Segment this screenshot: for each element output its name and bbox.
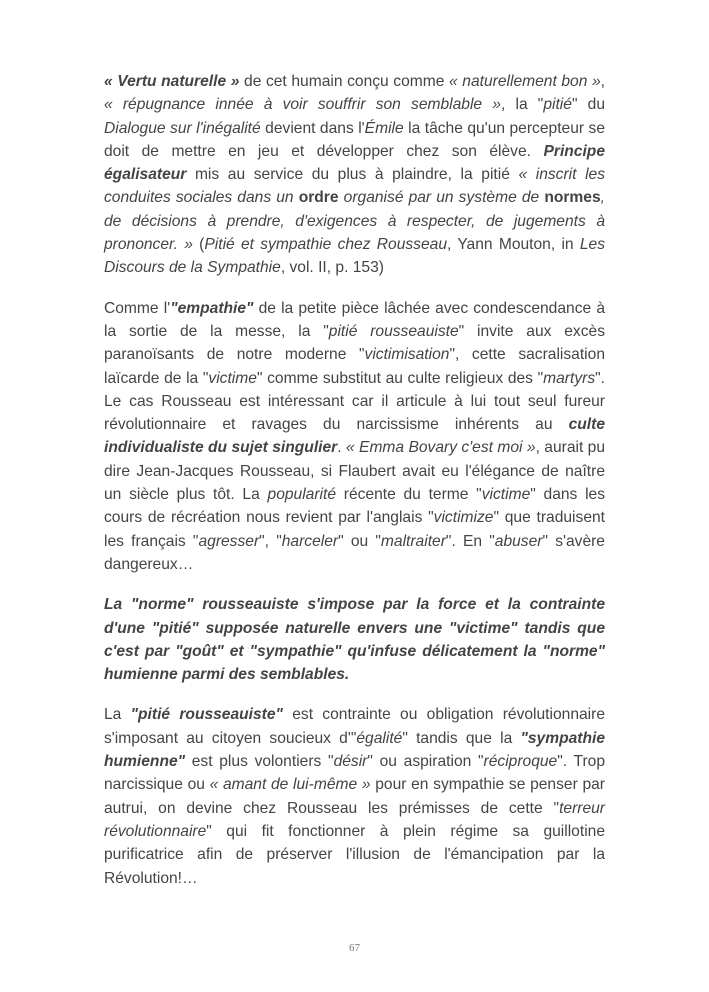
text-run: est contrainte ou obligation révolutionnaire s'imposant au citoyen soucieux d'" [104,706,605,747]
text-run: Pitié et sympathie chez Rousseau [204,236,447,254]
text-run: " tandis que la [402,729,521,747]
text-run: « Emma Bovary c'est moi » [345,439,536,457]
text-run: Les Discours de la Sympathie [104,236,605,277]
text-run: devient dans l' [260,119,365,137]
text-run: " dans les cours de récréation nous revient par l'anglais " [104,486,606,527]
text-run: égalité [356,729,403,747]
text-run: désir [333,753,368,771]
page-body [104,70,605,907]
text-run: La [104,706,131,724]
text-run: normes [544,189,601,207]
text-run: , Yann Mouton, in [447,236,580,254]
text-run: ( [192,236,205,254]
text-run: "empathie" [170,299,254,317]
text-run: " du [571,96,605,114]
text-run: " comme substitut au culte religieux des " [256,369,544,387]
text-run: maltraiter [380,532,446,550]
text-run: " s'avère dangereux… [104,532,605,573]
text-run: , la " [500,96,544,114]
text-run: Principe égalisateur [104,142,605,184]
text-run: , vol. II, p. 153) [280,259,384,277]
text-run: la tâche qu'un percepteur se doit de mettre en jeu et développer chez son élève. [104,119,605,160]
paragraph [104,703,605,889]
text-run: Émile [364,119,404,137]
text-run: organisé par un système de [338,189,545,207]
page-number: 67 [349,942,360,954]
text-run: martyrs [543,369,596,387]
text-run: de cet humain conçu comme [239,73,450,90]
text-run: « naturellement bon » [449,73,601,90]
text-run: " qui fit fonctionner à plein régime sa guillotine purificatrice afin de préserver l'illusion de l'émancipation par la Révolution!… [104,822,605,887]
text-run: pour en sympathie se penser par autrui, on devine chez Rousseau les prémisses de cette " [104,776,605,817]
text-run: ", cette sacralisation laïcarde de la " [104,346,605,387]
paragraph [104,297,605,577]
text-run: « amant de lui-même » [209,776,371,794]
text-run: pitié [543,96,572,114]
text-run: récente du terme " [336,486,482,504]
text-run: ordre [298,189,339,207]
text-run: " invite aux excès paranoïsants de notre moderne " [104,322,605,364]
text-run: « inscrit les conduites sociales dans un [104,166,606,207]
text-run: ". Le cas Rousseau est intéressant car il articule à lui tout seul fureur révolutionnaire et ravages du narcissisme inhérents au [104,369,605,434]
text-run: « Vertu naturelle » [104,73,240,90]
text-run: terreur révolutionnaire [104,799,605,840]
text-run: « répugnance innée à voir souffrir son semblable » [104,96,501,114]
text-run: , [600,73,606,90]
text-run: victime [208,369,257,387]
text-run: popularité [267,486,337,504]
text-run: ". Trop narcissique ou [104,753,605,794]
text-run: mis au service du plus à plaindre, la pitié [186,166,519,184]
text-run: " ou aspiration " [367,753,484,771]
text-run: victimize [433,509,494,527]
text-run: "sympathie humienne" [104,729,605,771]
text-run: victimisation [364,346,450,364]
text-run: agresser [198,532,260,550]
text-run: réciproque [483,753,558,771]
text-run: La "norme" rousseauiste s'impose par la force et la contrainte d'une "pitié" supposée naturelle envers une "victime" tandis que c'est par "goût" et "sympathie" qu'infuse délicatement la "norme" humienne parmi des semblables. [104,596,605,684]
text-run: harceler [281,532,339,550]
text-run: Comme l' [104,299,171,317]
text-run: , aurait pu dire Jean-Jacques Rousseau, si Flaubert avait eu l'élégance de naître un siècle plus tôt. La [104,439,606,504]
paragraph [104,70,605,280]
text-run: pitié rousseauiste [328,322,459,340]
text-run: victime [481,486,531,504]
text-run: " ou " [338,532,381,550]
text-run: ", " [259,532,282,550]
text-run: ". En " [445,532,495,550]
text-run: , de décisions à prendre, d'exigences à respecter, de jugements à prononcer. » [104,189,605,254]
text-run: abuser [494,532,543,550]
text-run: culte individualiste du sujet singulier [104,416,605,457]
text-run: de la petite pièce lâchée avec condescendance à la sortie de la messe, la " [104,299,605,340]
text-run: " que traduisent les français " [104,509,605,550]
text-run: "pitié rousseauiste" [130,706,283,724]
text-run: est plus volontiers " [185,753,334,771]
paragraph [104,593,605,686]
text-run: . [337,439,346,457]
text-run: Dialogue sur l'inégalité [104,119,261,137]
